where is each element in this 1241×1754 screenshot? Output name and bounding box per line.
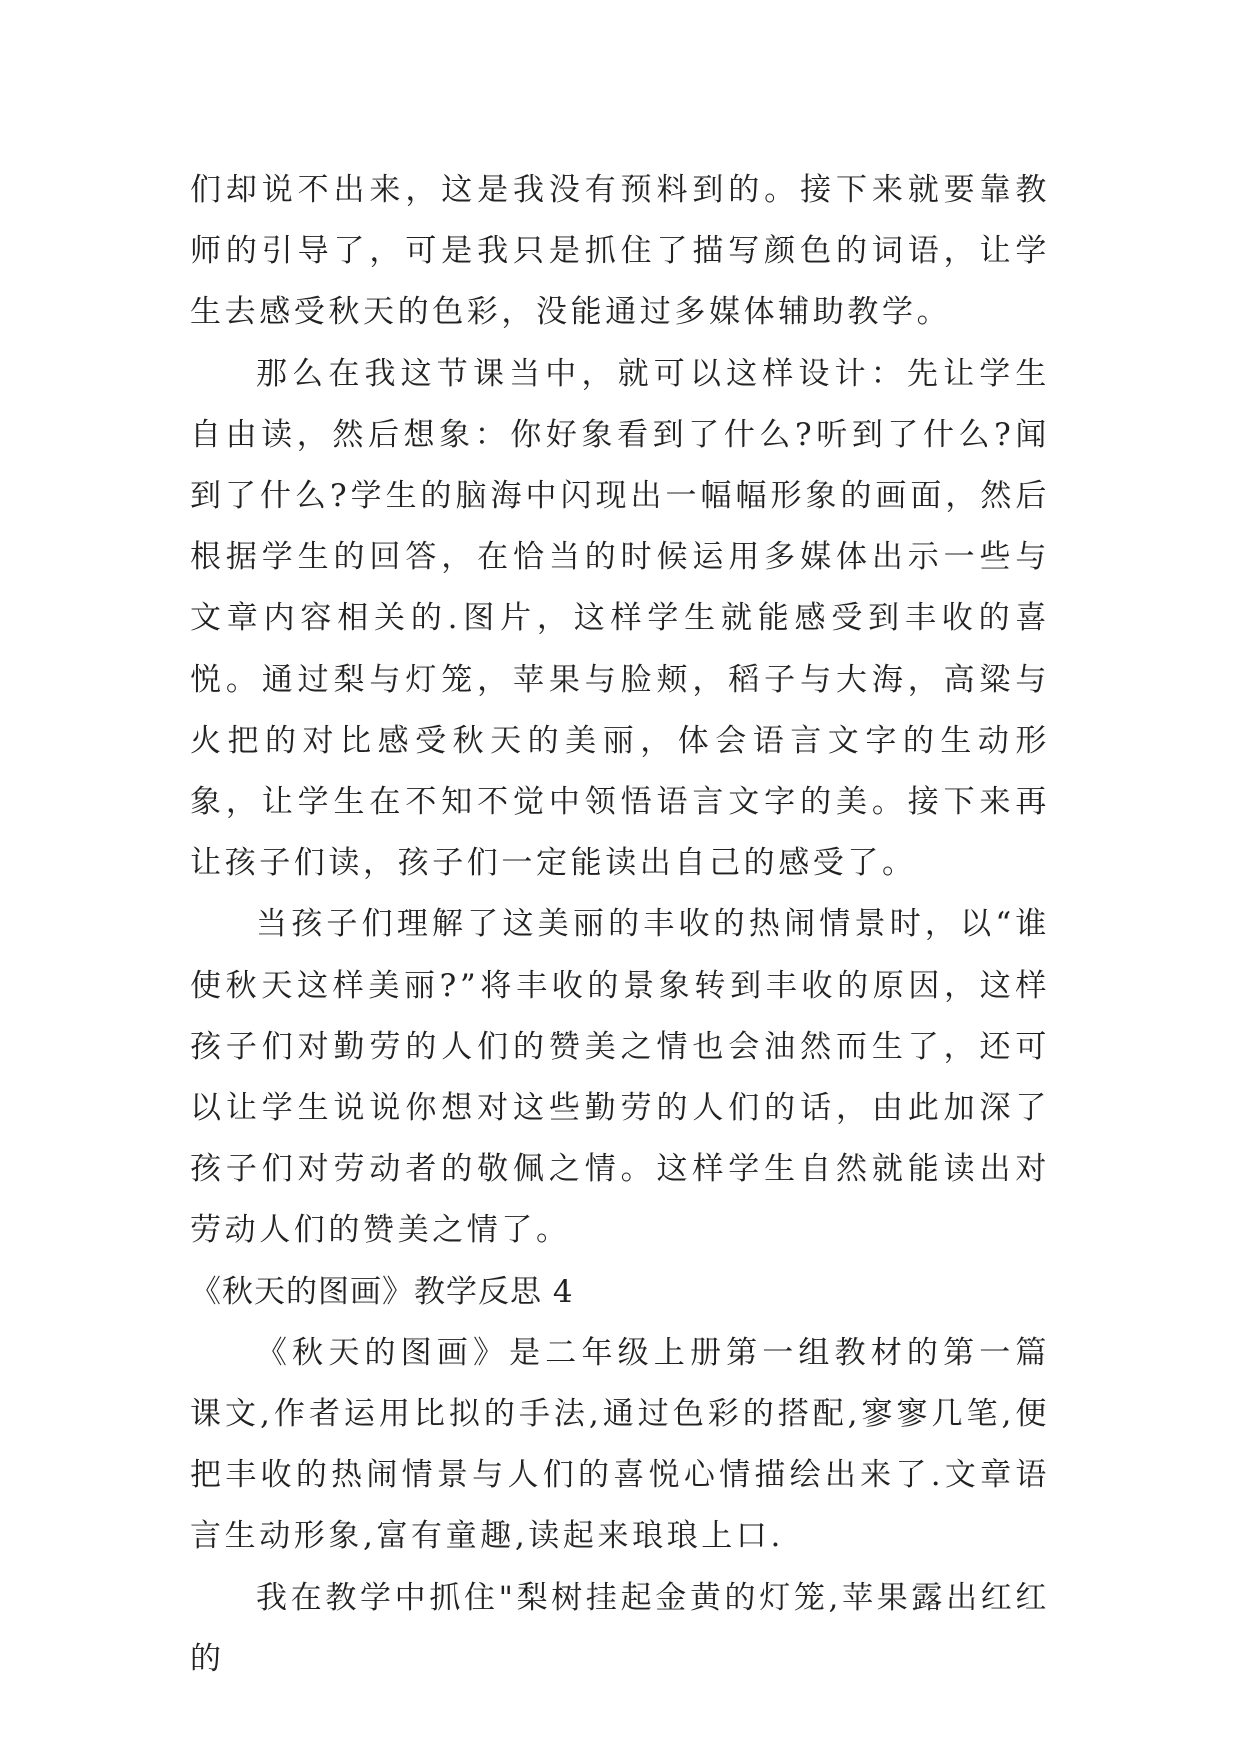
paragraph-design: 那么在我这节课当中，就可以这样设计：先让学生自由读，然后想象：你好象看到了什么?听到了什么?闻到了什么?学生的脑海中闪现出一幅幅形象的画面，然后根据学生的回答，在恰当的时候运用多媒体出示一些与文章内容相关的.图片，这样学生就能感受到丰收的喜悦。通过梨与灯笼，苹果与脸颊，稻子与大海，高粱与火把的对比感受秋天的美丽，体会语言文字的生动形象，让学生在不知不觉中领悟语言文字的美。接下来再让孩子们读，孩子们一定能读出自己的感受了。: [190, 355, 1050, 882]
paragraph-intro: 《秋天的图画》是二年级上册第一组教材的第一篇课文,作者运用比拟的手法,通过色彩的搭配,寥寥几笔,便把丰收的热闹情景与人们的喜悦心情描绘出来了.文章语言生动形象,富有童趣,读起来琅琅上口.: [190, 1334, 1050, 1555]
paragraph-reason: 当孩子们理解了这美丽的丰收的热闹情景时，以“谁使秋天这样美丽?”将丰收的景象转到丰收的原因，这样孩子们对勤劳的人们的赞美之情也会油然而生了，还可以让学生说说你想对这些勤劳的人们的话，由此加深了孩子们对劳动者的敬佩之情。这样学生自然就能读出对劳动人们的赞美之情了。: [190, 906, 1050, 1249]
section-heading: 《秋天的图画》教学反思 4: [190, 1273, 574, 1310]
paragraph-continued: 们却说不出来，这是我没有预料到的。接下来就要靠教师的引导了，可是我只是抓住了描写颜色的词语，让学生去感受秋天的色彩，没能通过多媒体辅助教学。: [190, 172, 1050, 331]
document-body: [190, 160, 1050, 1690]
paragraph-teaching: 我在教学中抓住"梨树挂起金黄的灯笼,苹果露出红红的: [190, 1579, 1050, 1677]
